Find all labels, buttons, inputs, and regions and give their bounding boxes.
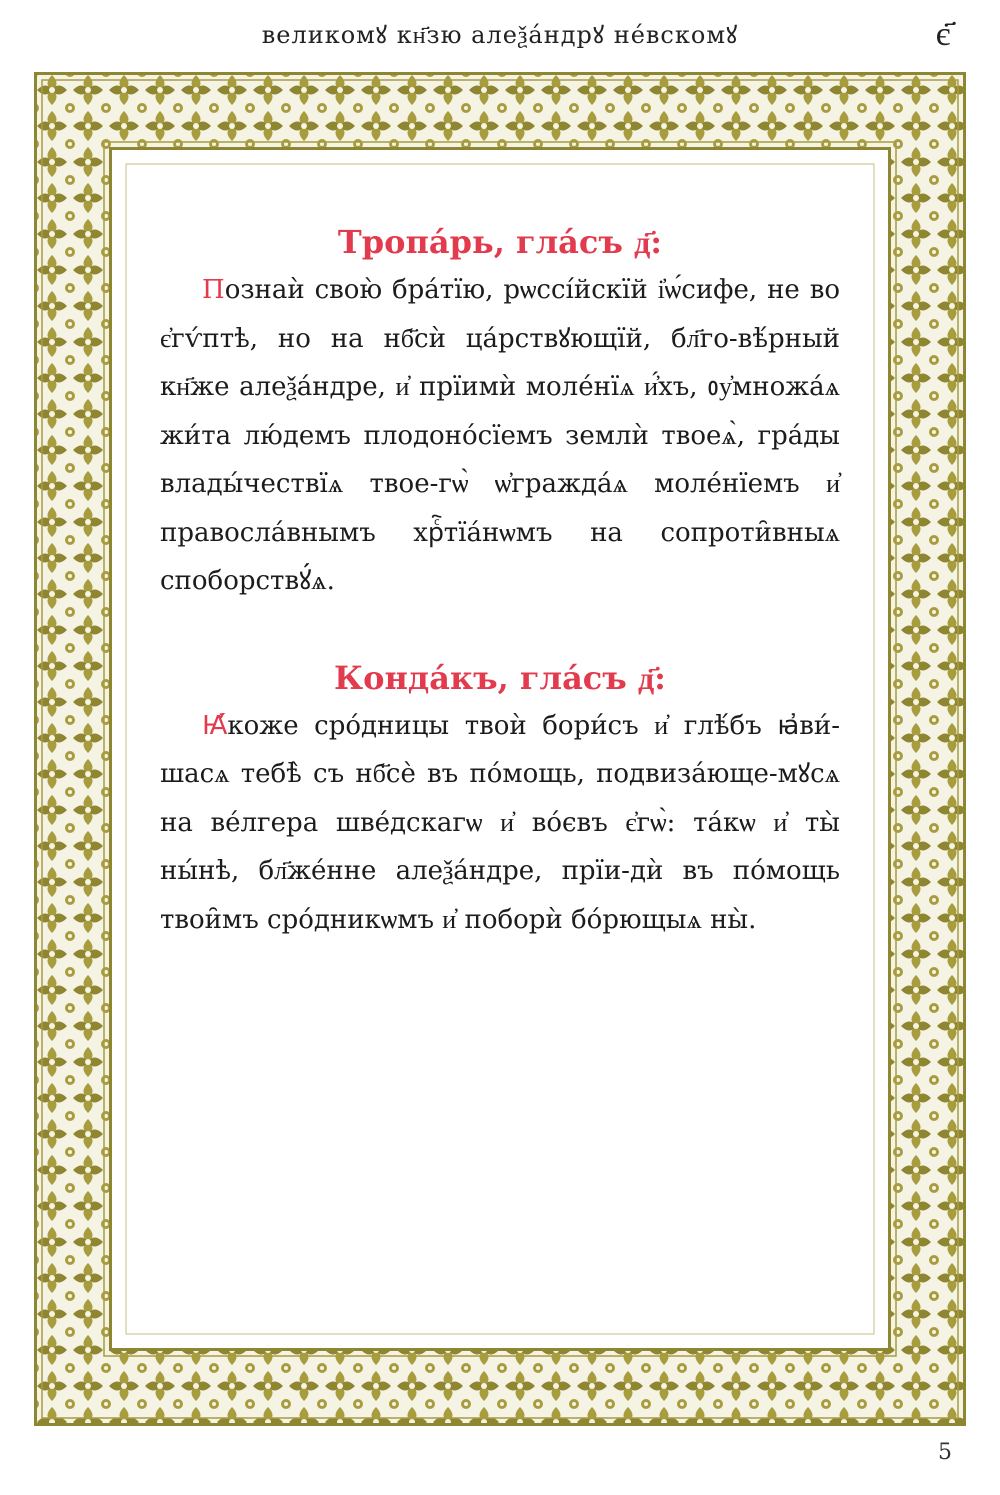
troparion-heading: Тропа́рь, гла́съ д҃: <box>337 223 663 261</box>
folio-letter: є҃ <box>935 14 951 54</box>
prayer-text-block <box>160 220 840 944</box>
troparion-text <box>160 266 840 606</box>
page-number: 5 <box>938 1440 952 1465</box>
kontakion-text <box>160 702 840 945</box>
kontakion-initial: Ꙗ҆ <box>202 710 228 741</box>
kontakion-body: ́коже сро́дницы твоѝ бори́съ и҆ глѣ́бъ ꙗ҆ви́-шасѧ тебѣ̀ съ нб҃сѐ въ по́мощь, подвиза́юще-мꙋсѧ на ве́лгера шве́дскагѡ и҆ во́євъ є҆гѡ̀: та́кѡ и҆ ты̀ ны́нѣ, бл҃же́нне алеѯа́ндре, прїи-дѝ въ по́мощь твои̑мъ сро́дникѡмъ и҆ поборѝ бо́рющыѧ ны̀. <box>160 710 840 935</box>
troparion-body: ознаѝ свою̀ бра́тїю, рѡссі́йскїй і҆ѡ́сифе, не во є҆гѵ́птѣ, но на нб҃сѝ ца́рствꙋющїй, бл҃го-вѣ́рный кн҃же алеѯа́ндре, и҆ прїимѝ моле́нїѧ и҆́хъ, ᲂу҆множа́ѧ жи́та лю́демъ плодоно́сїемъ землѝ твоеѧ̀, гра́ды влады́чествїѧ твое-гѡ̀ ѡ҆гражда́ѧ моле́нїемъ и҆ правосла́внымъ хрⷭ҇тїа́нѡмъ на сопроти̑вныѧ споборствꙋ́ѧ. <box>160 275 840 596</box>
troparion-initial: П <box>202 275 225 305</box>
kontakion-heading: Конда́къ, гла́съ д҃: <box>334 658 666 697</box>
running-title: великомꙋ кн҃зю алеѯа́ндрꙋ не́вскомꙋ <box>261 21 739 49</box>
running-head <box>0 14 1000 54</box>
